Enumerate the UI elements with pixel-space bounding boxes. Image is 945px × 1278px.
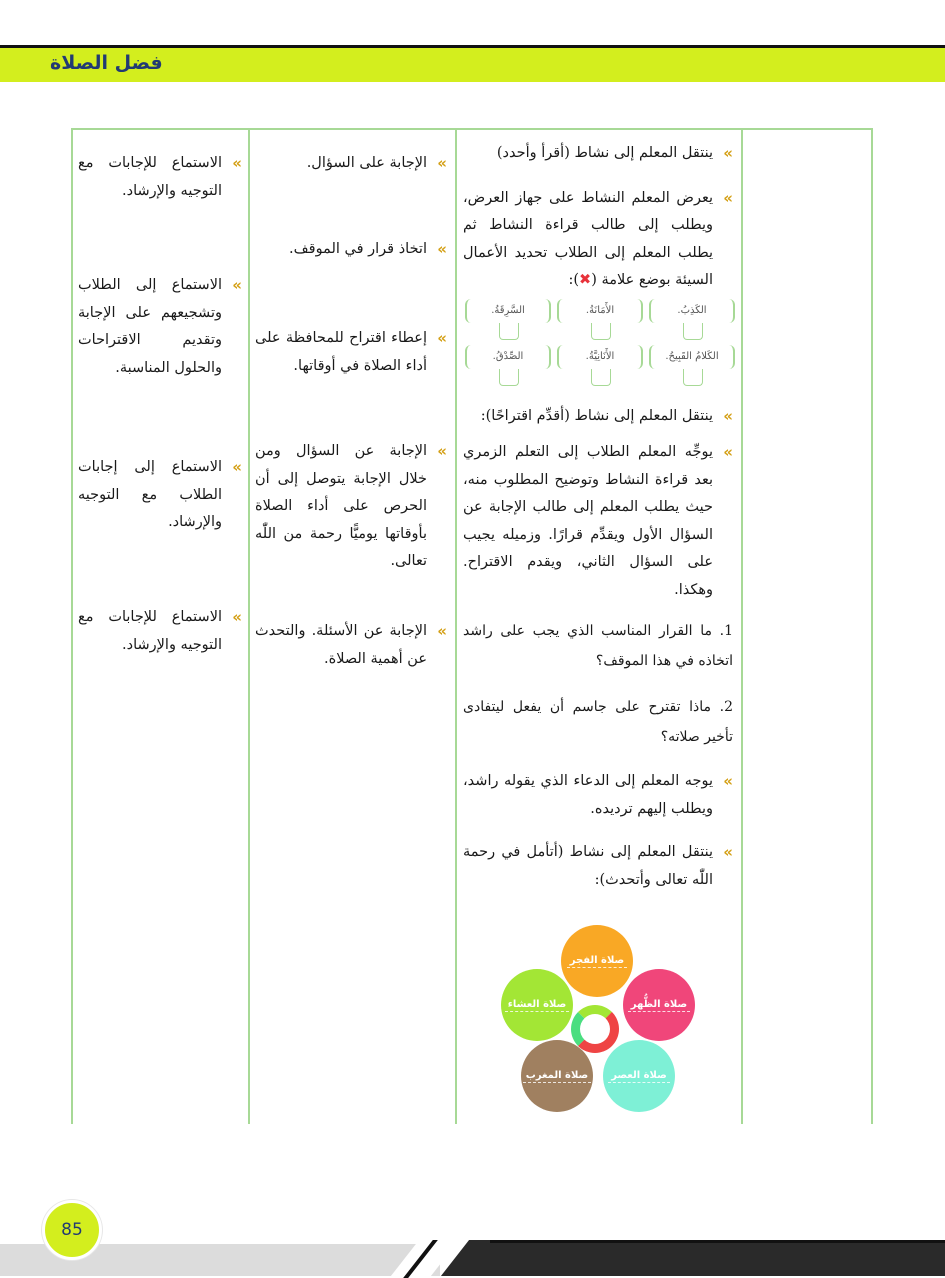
list-item: » يوجه المعلم إلى الدعاء الذي يقوله راشد، ويطلب إليهم ترديده.: [463, 768, 735, 823]
footer-dark-bar: [441, 1240, 945, 1276]
bullet-icon: »: [232, 458, 242, 476]
answer-box: [683, 323, 703, 340]
list-item: » الاستماع للإجابات مع التوجيه والإرشاد.: [78, 150, 244, 205]
bullet-icon: »: [437, 240, 447, 258]
bullet-icon: »: [437, 622, 447, 640]
bullet-icon: »: [232, 154, 242, 172]
table-border: [455, 128, 457, 1124]
prayers-flower: [501, 925, 701, 1117]
page-number: 85: [42, 1200, 102, 1260]
list-item: » الاستماع إلى إجابات الطلاب مع التوجيه والإرشاد.: [78, 454, 244, 537]
bullet-icon: »: [723, 188, 733, 207]
bullet-icon: »: [723, 843, 733, 861]
prayer-fajr: صلاة الفجر: [561, 925, 633, 997]
prayer-isha: صلاة العشاء: [501, 969, 573, 1041]
answer-box: [499, 369, 519, 386]
bullet-icon: »: [723, 406, 733, 425]
table-border: [871, 128, 873, 1124]
list-item: » الاستماع للإجابات مع التوجيه والإرشاد.: [78, 604, 244, 659]
table-border: [741, 128, 743, 1124]
list-item: » إعطاء اقتراح للمحافظة على أداء الصلاة في أوقاتها.: [255, 325, 449, 380]
question-2: 2. ماذا تقترح على جاسم أن يفعل ليتفادى تأخير صلاته؟: [463, 699, 733, 745]
footer-rule: [490, 1240, 945, 1243]
word-boxes: [463, 299, 735, 389]
word-box: الصِّدْقُ.: [465, 345, 551, 369]
table-border: [248, 128, 250, 1124]
word-box: الكَلامُ القَبِيحُ.: [649, 345, 735, 369]
word-box: الأَنَانِيَّةُ.: [557, 345, 643, 369]
list-item: » الاستماع إلى الطلاب وتشجيعهم على الإجابة وتقديم الاقتراحات والحلول المناسبة.: [78, 272, 244, 382]
list-item: » اتخاذ قرار في الموقف.: [255, 236, 449, 264]
table-border: [71, 128, 73, 1124]
list-item: » يعرض المعلم النشاط على جهاز العرض، ويطلب إلى طالب قراءة النشاط ثم يطلب المعلم إلى الطلاب تحديد الأعمال السيئة بوضع علامة (✖):: [463, 185, 735, 295]
word-box: الكَذِبُ.: [649, 299, 735, 323]
question-1: 1. ما القرار المناسب الذي يجب على راشد اتخاذه في هذا الموقف؟: [463, 623, 733, 669]
header-banner: [0, 48, 945, 82]
list-item: » يوجِّه المعلم الطلاب إلى التعلم الزمري بعد قراءة النشاط وتوضيح المطلوب منه، حيث يطلب المعلم إلى طالب الإجابة عن السؤال الأول ويقدِّم قرارًا. وزميله يجيب على السؤال الثاني، ويقدم الاقتراح. وهكذا.: [463, 439, 735, 604]
bullet-icon: »: [437, 442, 447, 460]
cycle-ring-icon: [571, 1005, 619, 1053]
prayer-asr: صلاة العصر: [603, 1040, 675, 1112]
bullet-icon: »: [437, 154, 447, 172]
word-box: السَّرِقَةُ.: [465, 299, 551, 323]
word-box: الأَمَانَةُ.: [557, 299, 643, 323]
bullet-icon: »: [232, 276, 242, 294]
list-item: » ينتقل المعلم إلى نشاط (أقدِّم اقتراحًا):: [463, 403, 735, 431]
activity-column: [463, 128, 735, 894]
answer-box: [499, 323, 519, 340]
lesson-table: [71, 128, 873, 1124]
bullet-icon: »: [723, 443, 733, 461]
prayer-dhuhr: صلاة الظُّهر: [623, 969, 695, 1041]
list-item: » الإجابة عن الأسئلة. والتحدث عن أهمية الصلاة.: [255, 618, 449, 673]
bullet-icon: »: [723, 144, 733, 162]
page-title: فضل الصلاة: [50, 52, 163, 74]
list-item: » الإجابة على السؤال.: [255, 150, 449, 178]
answer-box: [591, 369, 611, 386]
prayer-maghrib: صلاة المغرب: [521, 1040, 593, 1112]
bullet-icon: »: [232, 608, 242, 626]
bullet-icon: »: [723, 772, 733, 790]
x-mark-icon: ✖: [579, 272, 592, 288]
list-item: » ينتقل المعلم إلى نشاط (أتأمل في رحمة اللّٰه تعالى وأتحدث):: [463, 839, 735, 894]
list-item: » الإجابة عن السؤال ومن خلال الإجابة يتوصل إلى أن الحرص على أداء الصلاة بأوقاتها يوميًّا رحمة من اللّٰه تعالى.: [255, 438, 449, 576]
list-item: » ينتقل المعلم إلى نشاط (أقرأ وأحدد): [463, 140, 735, 168]
bullet-icon: »: [437, 329, 447, 347]
answer-box: [683, 369, 703, 386]
answer-box: [591, 323, 611, 340]
